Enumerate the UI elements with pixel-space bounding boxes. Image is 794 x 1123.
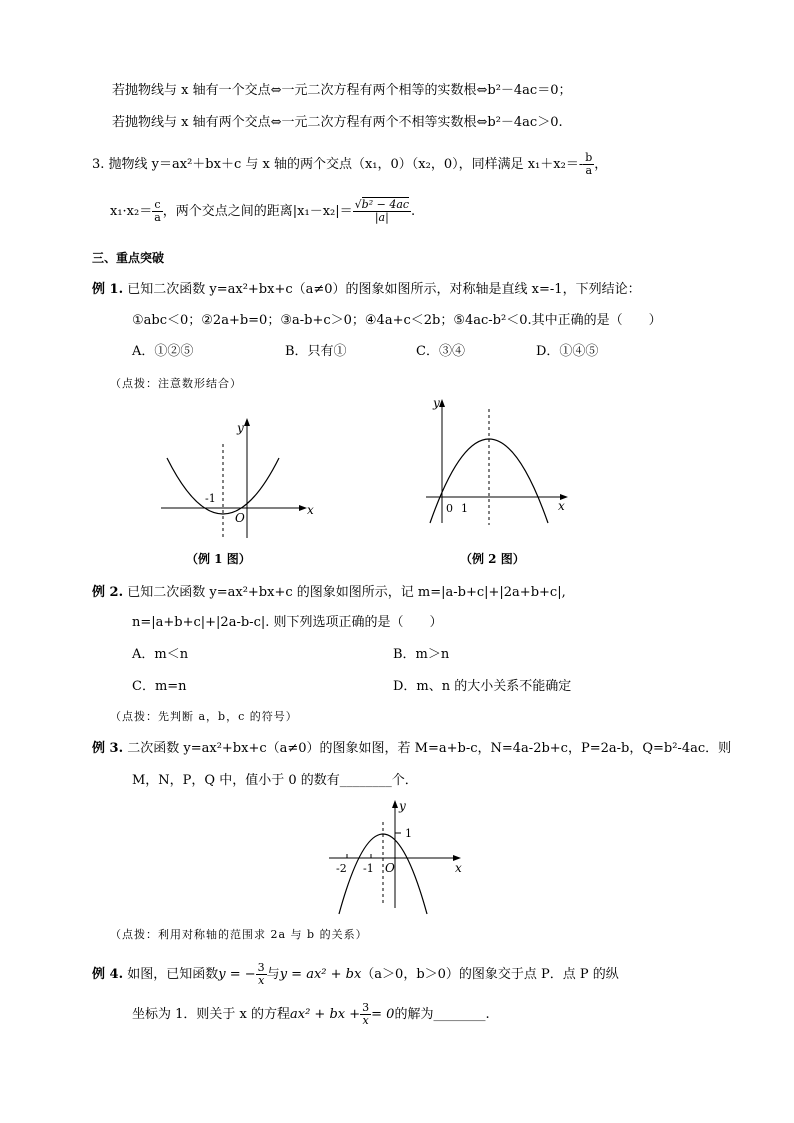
x-axis-label: x [455,861,462,875]
example-2-option-c: C．m=n [132,679,187,694]
example-4-stem [92,962,619,987]
fraction-b-over-a [583,152,594,177]
example-1-option-b: B．只有① [285,344,347,359]
fraction-denominator: x [362,1014,369,1027]
example-4-conjunction: 与 [266,967,280,982]
example-1-text: 已知二次函数 y=ax²+bx+c（a≠0）的图象如图所示，对称轴是直线 x=-1，下列结论： [127,282,641,297]
example-2-label: 例 2. [92,585,124,600]
example-4-line-2-end: 的解为________. [394,1007,490,1022]
fraction-3-over-x [256,962,267,987]
x-axis-label: x [558,499,565,513]
text-line-2: 若抛物线与 x 轴有两个交点⇔一元二次方程有两个不相等实数根⇔b²－4ac＞0. [112,115,563,130]
example-2-option-d: D．m、n 的大小关系不能确定 [393,679,572,694]
figure-3-parabola-graph [325,796,475,920]
example-3-text-line-2: M，N，P，Q 中，值小于 0 的数有________个． [132,773,418,788]
figure-1-caption: （例 1 图） [186,552,251,566]
example-1-statements: ①abc＜0；②2a+b=0；③a-b+c＞0；④4a+c＜2b；⑤4ac-b²＜0.其中正确的是（ ） [132,313,662,328]
example-2-text: 已知二次函数 y=ax²+bx+c 的图象如图所示，记 m=|a-b+c|+|2a+b+c|, [127,585,566,600]
y-axis-label: y [399,799,406,813]
example-1-hint: （点拨：注意数形结合） [110,377,242,390]
example-3-text: 二次函数 y=ax²+bx+c（a≠0）的图象如图，若 M=a+b-c，N=4a-2b+c，P=2a-b，Q=b²-4ac．则 [127,741,732,756]
figure-2-parabola-graph [420,393,580,533]
x-axis-label: x [307,503,314,517]
tick-label-1: 1 [461,502,468,515]
example-1-option-a: A．①②⑤ [132,344,194,359]
example-2-hint: （点拨：先判断 a，b，c 的符号） [110,710,298,723]
figure-2-caption: （例 2 图） [460,552,525,566]
sqrt-radicand: b² − 4ac [361,198,410,211]
y-axis-arrow [244,418,250,426]
text-line-3-end: ， [594,157,608,172]
origin-label: O [385,861,395,875]
y-axis-label: y [433,396,440,410]
formula-quadratic: y = ax² + bx [279,967,362,982]
example-4-text-end: （a＞0，b＞0）的图象交于点 P．点 P 的纵 [361,967,619,982]
text-line-4-end: . [411,204,416,219]
origin-label: O [235,511,245,525]
formula-equation-end: = 0 [371,1007,395,1022]
example-1-option-c: C．③④ [416,344,465,359]
example-2-option-b: B．m＞n [393,647,450,662]
tick-label-minus-1: -1 [205,492,216,505]
fraction-numerator: 3 [257,961,265,974]
fraction-numerator: √b² − 4ac [354,198,410,211]
example-3-hint: （点拨：利用对称轴的范围求 2a 与 b 的关系） [110,928,368,941]
text-line-1: 若抛物线与 x 轴有一个交点⇔一元二次方程有两个相等的实数根⇔b²－4ac＝0； [112,83,572,98]
tick-label-minus-1: -1 [363,862,374,875]
example-3-stem [92,740,731,758]
example-4-line-2-start: 坐标为 1．则关于 x 的方程 [132,1007,290,1022]
example-2-stem [92,584,566,602]
example-1-label: 例 1. [92,282,124,297]
text-line-4-mid: ，两个交点之间的距离|x₁－x₂|＝ [162,204,353,219]
section-heading: 三、重点突破 [92,251,165,265]
fraction-c-over-a [152,199,163,224]
y-axis-label: y [237,421,244,435]
text-line-4 [110,199,415,224]
fraction-numerator: 3 [362,1001,370,1014]
example-1-stem [92,281,641,299]
origin-label: 0 [446,502,453,515]
x-axis-arrow [299,505,307,511]
example-1-option-d: D．①④⑤ [536,344,599,359]
example-4-text-start: 如图，已知函数 [127,967,219,982]
fraction-numerator: c [152,199,163,212]
figure-1-parabola-graph [155,410,315,550]
example-3-label: 例 3. [92,741,124,756]
text-line-3-body: 3. 抛物线 y＝ax²＋bx＋c 与 x 轴的两个交点（x₁，0）（x₂，0），同样满足 x₁＋x₂＝- [92,157,584,172]
tick-label-minus-2: -2 [336,862,347,875]
fraction-denominator: |a| [374,211,389,224]
fraction-distance-formula [353,199,411,224]
y-axis-arrow [439,399,445,407]
text-line-4-start: x₁·x₂＝ [110,204,153,219]
fraction-denominator: a [585,164,593,177]
fraction-denominator: x [258,974,265,987]
tick-label-y-1: 1 [405,827,412,840]
formula-inverse-function: y = − [218,967,256,982]
text-line-3 [92,152,607,177]
y-axis-arrow [392,800,398,808]
fraction-denominator: a [154,211,161,224]
fraction-3-over-x [360,1002,371,1027]
example-2-option-a: A．m＜n [132,647,189,662]
example-4-line-2 [132,1002,490,1027]
example-2-text-line-2: n=|a+b+c|+|2a-b-c|. 则下列选项正确的是（ ） [132,615,443,630]
example-4-label: 例 4. [92,967,124,982]
fraction-numerator: b [585,151,593,164]
formula-equation: ax² + bx + [290,1007,361,1022]
